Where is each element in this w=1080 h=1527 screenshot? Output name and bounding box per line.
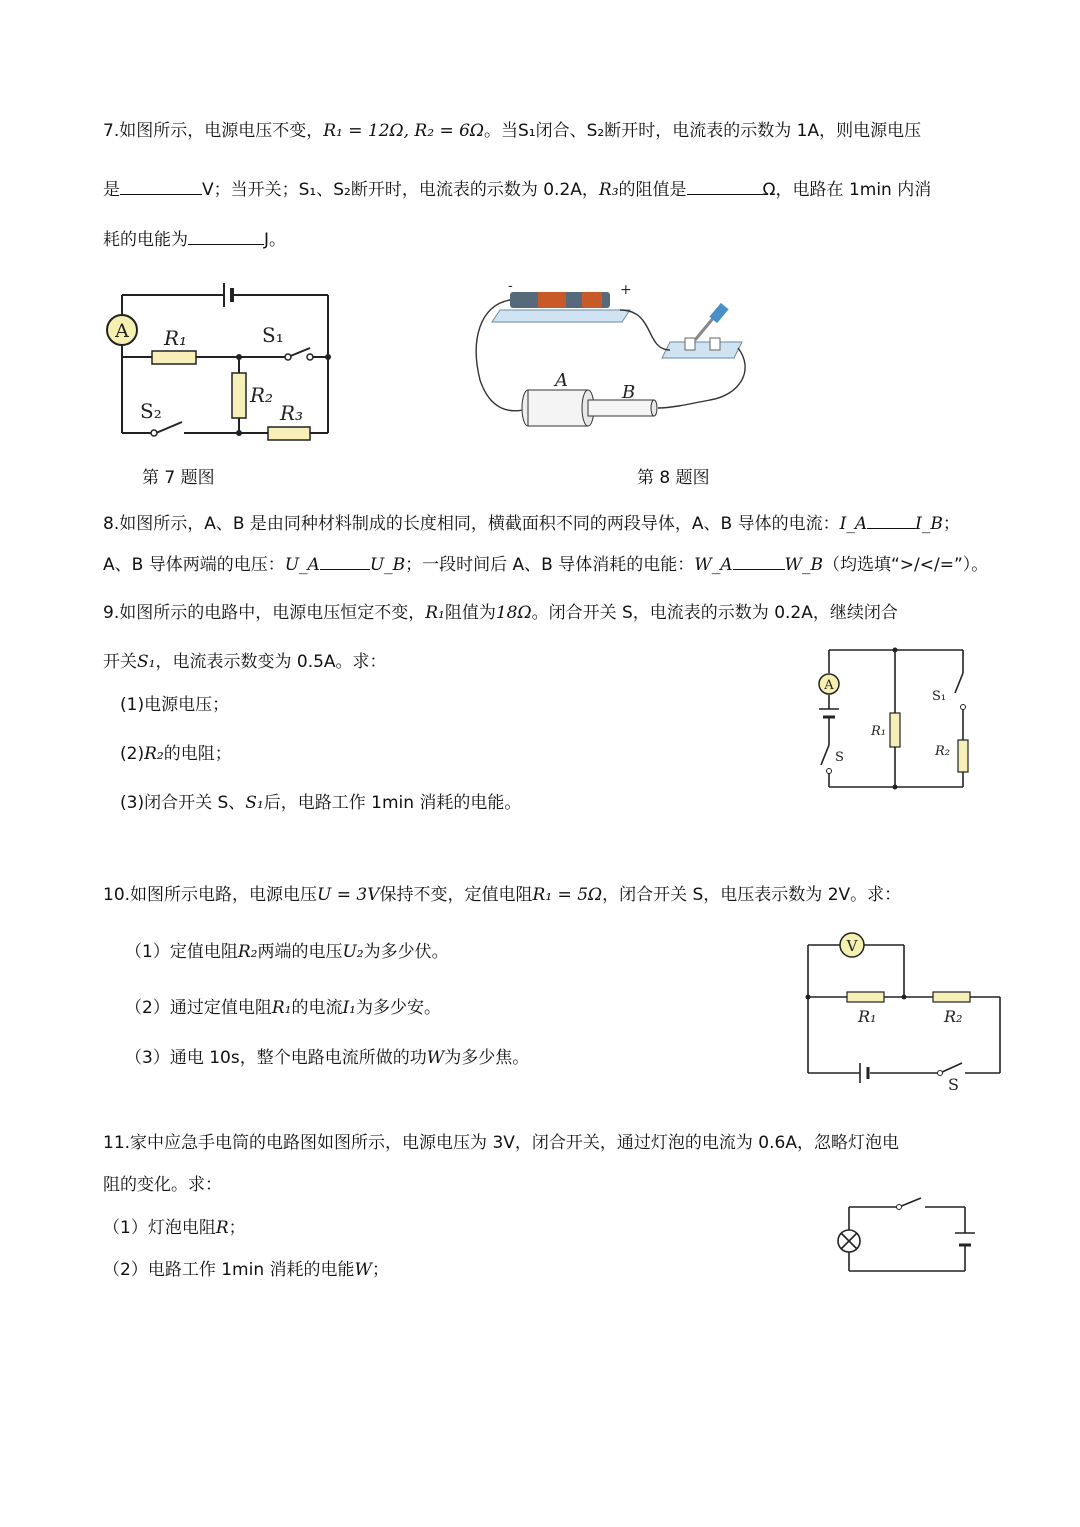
q9-item3 [120, 791, 521, 815]
s1-label: S₁ [262, 323, 284, 347]
q8-ib: I_B [915, 514, 943, 534]
q11-text: ； [228, 1218, 246, 1238]
r1-label: R₁ [164, 326, 188, 350]
q9-text: 9.如图所示的电路中，电源电压恒定不变， [103, 603, 426, 623]
resistor-r2 [933, 992, 970, 1002]
q7-text: 是 [103, 180, 120, 200]
q9-text: 阻值为 [444, 603, 496, 623]
resistor-r1 [152, 351, 196, 364]
conductor-a-label: A [555, 370, 568, 391]
s2-label: S₂ [140, 399, 162, 423]
q10-text: 两端的电压 [257, 942, 343, 962]
q10-text: （1）定值电阻 [125, 942, 238, 962]
q7-line3 [103, 226, 286, 252]
q7-resistance-values: R₁ = 12Ω, R₂ = 6Ω [323, 121, 485, 141]
resistor-r1 [890, 713, 900, 747]
q7-caption: 第 7 题图 [142, 468, 215, 488]
voltmeter-label: V [846, 937, 858, 955]
ammeter-label: A [115, 320, 129, 342]
q7-text: 的阻值是 [618, 180, 687, 200]
q9-line2 [103, 650, 387, 674]
conductor-b-label: B [622, 382, 636, 403]
q8-wb: W_B [784, 555, 823, 575]
s-label: S [948, 1075, 959, 1094]
q10-line1 [103, 883, 901, 907]
q9-text: 。闭合开关 S，电流表的示数为 0.2A，继续闭合 [531, 603, 898, 623]
q10-text: 为多少伏。 [363, 942, 449, 962]
answer-blank[interactable] [867, 510, 915, 529]
q9-text: (3)闭合开关 S、 [120, 793, 246, 813]
battery-plus-label: + [620, 282, 632, 298]
q10-u2: U₂ [342, 942, 364, 962]
r1-label: R₁ [871, 724, 886, 739]
q10-text: 为多少焦。 [444, 1048, 530, 1068]
q9-item2 [120, 742, 232, 766]
q10-r2: R₂ [237, 942, 258, 962]
r2-label: R₂ [935, 744, 950, 759]
q10-r1: R₁ = 5Ω [532, 885, 603, 905]
q8-line1 [103, 510, 960, 536]
q10-circuit-diagram [800, 930, 1005, 1095]
q10-text: 10.如图所示电路，电源电压 [103, 885, 318, 905]
q9-text: ，电流表示数变为 0.5A。求： [155, 652, 387, 672]
q11-text: （1）灯泡电阻 [103, 1218, 216, 1238]
q7-text: J。 [264, 230, 287, 250]
q10-voltage: U = 3V [317, 885, 380, 905]
q7-r3-symbol: R₃ [598, 180, 619, 200]
q11-w: W [354, 1260, 372, 1280]
q7-line1 [103, 119, 921, 143]
q11-item2 [103, 1258, 389, 1282]
resistor-r2 [232, 373, 246, 418]
q7-text: 7.如图所示，电源电压不变， [103, 121, 324, 141]
q10-text: ，闭合开关 S，电压表示数为 2V。求： [602, 885, 902, 905]
s1-label: S₁ [932, 689, 947, 704]
q10-item1 [125, 940, 449, 964]
q9-text: (2) [120, 744, 145, 764]
q9-r1: R₁ [425, 603, 445, 623]
q7-text: 耗的电能为 [103, 230, 188, 250]
q10-w: W [426, 1048, 445, 1068]
q10-text: 的电流 [291, 998, 343, 1018]
q8-text: （均选填“>/</=”）。 [822, 555, 989, 575]
q8-ia: I_A [839, 514, 868, 534]
r2-label: R₂ [250, 383, 274, 407]
q10-text: （3）通电 10s，整个电路电流所做的功 [125, 1048, 427, 1068]
q9-r2: R₂ [144, 744, 164, 764]
q9-s1: S₁ [245, 793, 264, 813]
answer-blank[interactable] [188, 226, 264, 245]
q8-text: ； [942, 514, 960, 534]
q8-apparatus-diagram [470, 280, 760, 440]
q9-r1-value: 18Ω [495, 603, 532, 623]
q10-i1: I₁ [342, 998, 356, 1018]
q11-r: R [215, 1218, 229, 1238]
q8-line2 [103, 551, 988, 577]
r3-label: R₃ [280, 401, 304, 425]
q11-line2: 阻的变化。求： [103, 1175, 222, 1195]
q10-text: （2）通过定值电阻 [125, 998, 272, 1018]
q11-item1 [103, 1216, 246, 1240]
ammeter-label: A [824, 678, 834, 693]
lamp-icon [838, 1230, 860, 1252]
q10-r1: R₁ [271, 998, 292, 1018]
q9-text: 后，电路工作 1min 消耗的电能。 [263, 793, 522, 813]
battery-minus-label: - [508, 278, 513, 294]
q8-text: 8.如图所示，A、B 是由同种材料制成的长度相同，横截面积不同的两段导体，A、B 导体的电流： [103, 514, 840, 534]
q10-item3 [125, 1046, 529, 1070]
q7-circuit-diagram [100, 270, 340, 440]
q7-line2 [103, 176, 931, 202]
resistor-r3 [268, 427, 310, 440]
q9-line1 [103, 601, 898, 625]
resistor-r2 [958, 740, 968, 772]
r2-label: R₂ [944, 1007, 963, 1026]
answer-blank[interactable] [733, 551, 785, 570]
q9-circuit-diagram [815, 645, 975, 795]
q8-ub: U_B [369, 555, 406, 575]
q11-circuit-diagram [835, 1195, 985, 1280]
q11-text: ； [371, 1260, 389, 1280]
q9-text: 的电阻； [163, 744, 232, 764]
q9-item1: (1)电源电压； [120, 695, 230, 715]
q8-text: A、B 导体两端的电压： [103, 555, 285, 575]
q8-caption: 第 8 题图 [637, 468, 710, 488]
q11-line1: 11.家中应急手电筒的电路图如图所示，电源电压为 3V，闭合开关，通过灯泡的电流为 0.6A，忽略灯泡电 [103, 1133, 899, 1153]
q9-text: 开关 [103, 652, 137, 672]
q10-text: 为多少安。 [355, 998, 441, 1018]
answer-blank[interactable] [320, 551, 370, 570]
r1-label: R₁ [858, 1007, 877, 1026]
answer-blank[interactable] [687, 176, 763, 195]
q7-text: V；当开关；S₁、S₂断开时，电流表的示数为 0.2A， [202, 180, 599, 200]
q8-wa: W_A [694, 555, 733, 575]
resistor-r1 [847, 992, 884, 1002]
q7-text: Ω，电路在 1min 内消 [762, 180, 932, 200]
answer-blank[interactable] [120, 176, 202, 195]
q9-s1: S₁ [137, 652, 156, 672]
q7-text: 。当S₁闭合、S₂断开时，电流表的示数为 1A，则电源电压 [484, 121, 922, 141]
s-label: S [835, 750, 844, 765]
q10-text: 保持不变，定值电阻 [379, 885, 533, 905]
q11-text: （2）电路工作 1min 消耗的电能 [103, 1260, 355, 1280]
q8-text: ；一段时间后 A、B 导体消耗的电能： [405, 555, 695, 575]
q8-ua: U_A [284, 555, 320, 575]
q10-item2 [125, 996, 441, 1020]
